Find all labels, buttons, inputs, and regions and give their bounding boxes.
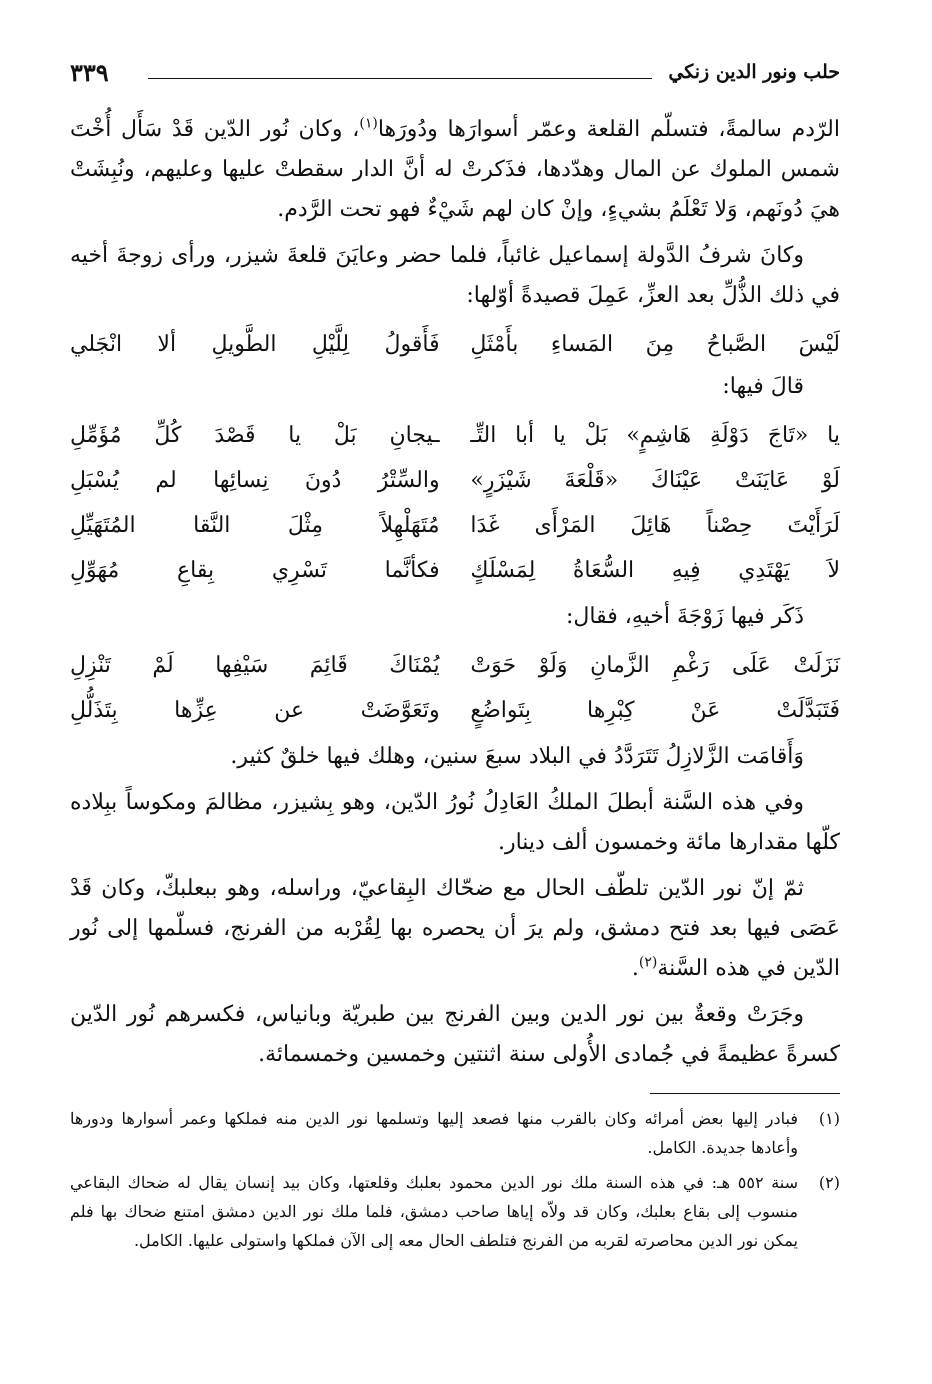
verse-hemistich-right: فَتَبَدَّلَتْ عَنْ كِبْرِها بِتَواضُعٍ	[470, 698, 840, 723]
footnote-separator	[650, 1093, 840, 1094]
verse-hemistich-left: والسِّتْرُ دُونَ نِسائِها لم يُسْبَلِ	[70, 468, 440, 493]
verse-line	[70, 458, 840, 503]
running-title: حلب ونور الدين زنكي	[668, 61, 840, 83]
body-text	[70, 110, 840, 1075]
paragraph-1-text: الرّدم سالمةً، فتسلّم القلعة وعمّر أسوارَها ودُورَها	[377, 117, 840, 142]
paragraph-1-rest: ، وكان نُور الدّين قَدْ سَأَل أُخْتَ شمس الملوك عن المال وهدّدها، فذَكرتْ له أنَّ الدار سقطتْ عليها وعليهم، ونُبِشَتْ هيَ دُونَهم، وَلا تَعْلَمُ بشيءٍ، وإنْ كان لهم شَيْءٌ فهو تحت الرَّدم.	[70, 117, 840, 222]
verse-hemistich-right: نَزَلَتْ عَلَى رَغْمِ الزَّمانِ وَلَوْ حَوَتْ	[470, 653, 840, 678]
footnotes	[70, 1104, 840, 1255]
paragraph-3: وَأَقامَت الزَّلازِلُ تَتَرَدَّدُ في البلاد سبعَ سنين، وهلك فيها خلقٌ كثير.	[230, 744, 804, 769]
verse-hemistich-left: فَأَقولُ لِلَّيْلِ الطَّويلِ ألا انْجَلي	[70, 332, 440, 357]
verse-intro-1: قالَ فيها:	[722, 374, 804, 399]
verse-hemistich-left: وتَعَوَّضَتْ عن عِزِّها بِتَذَلُّلِ	[70, 698, 440, 723]
paragraph-4: وفي هذه السَّنة أبطلَ الملكُ العَادِلُ نُورُ الدّين، وهو بِشيزر، مظالمَ ومكوساً ببِلاده كلّها مقدارها مائة وخمسون ألف دينار.	[70, 790, 840, 855]
page-header	[70, 52, 840, 92]
page-number: ٣٣٩	[70, 57, 109, 87]
footnote-number: (٢)	[818, 1173, 840, 1192]
verse-line	[70, 548, 840, 593]
poem-section-1	[70, 413, 840, 593]
verse-line	[70, 688, 840, 733]
poem-section-2	[70, 643, 840, 733]
verse-line	[70, 413, 840, 458]
paragraph-5	[70, 869, 840, 989]
verse-hemistich-left: ـيجانِ بَلْ يا قَصْدَ كُلِّ مُؤَمِّلِ	[70, 423, 440, 448]
book-page	[70, 52, 840, 1261]
paragraph-5-text: ثمّ إنّ نور الدّين تلطّف الحال مع ضحّاك البِقاعيّ، وراسله، وهو ببعلبكّ، وكان قَدْ عَصَى فيها بعد فتح دمشق، ولم يرَ أن يحصره بها لِقُرْبه من الفرنج، فسلّمها إلى نُور الدّين في هذه السَّنة	[70, 876, 840, 981]
footnote-2	[70, 1168, 840, 1255]
verse-hemistich-right: يا «تَاجَ دَوْلَةِ هَاشِمٍ» بَلْ يا أبا التِّـ	[470, 423, 840, 448]
footnote-text: سنة ٥٥٢ هـ: في هذه السنة ملك نور الدين محمود بعلبك وقلعتها، وكان بيد إنسان يقال له ضحاك البقاعي منسوب إلى بقاع بعلبك، وكان قد ولاّه إياها صاحب دمشق، فلما ملك نور الدين دمشق امتنع ضحاك بها فلم يمكن نور الدين محاصرته لقربه من الفرنج فتلطف الحال معه إلى الآن فملكها واستولى عليها. الكامل.	[70, 1173, 799, 1250]
paragraph-5-end: .	[631, 956, 639, 981]
header-rule	[148, 78, 652, 79]
paragraph-1	[70, 110, 840, 230]
paragraph-6: وجَرَتْ وقعةٌ بين نور الدين وبين الفرنج بين طبريّة وبانياس، فكسرهم نُور الدّين كسرةً عظيمةً في جُمادى الأُولى سنة اثنتين وخمسين وخمسمائة.	[70, 1002, 840, 1067]
verse-hemistich-right: لَيْسَ الصَّباحُ مِنَ المَساءِ بأَمْثَلِ	[470, 332, 840, 357]
verse-line	[70, 322, 840, 367]
verse-intro-2: ذَكَر فيها زَوْجَةَ أخيهِ، فقال:	[565, 604, 804, 629]
verse-hemistich-left: يُمْنَاكَ قَائِمَ سَيْفِها لَمْ تَنْزِلِ	[70, 653, 440, 678]
footnote-marker-1: (١)	[359, 115, 378, 132]
verse-hemistich-right: لَوْ عَايَنَتْ عَيْنَاكَ «قَلْعَةَ شَيْزَرٍ»	[470, 468, 840, 493]
footnote-marker-2: (٢)	[638, 954, 658, 971]
paragraph-2: وكانَ شرفُ الدَّولة إسماعيل غائباً، فلما حضر وعايَنَ قلعةَ شيزر، ورأى زوجةَ أخيه في ذلك الذُّلِّ بعد العزِّ، عَمِلَ قصيدةً أوّلها:	[70, 243, 840, 308]
footnote-1	[70, 1104, 840, 1162]
footnote-text: فبادر إليها بعض أمرائه وكان بالقرب منها فصعد إليها وتسلمها نور الدين منه فملكها وعمر أسوارها ودورها وأعادها جديدة. الكامل.	[70, 1109, 798, 1157]
verse-line	[70, 643, 840, 688]
verse-hemistich-left: مُتَهَلْهِلاً مِثْلَ النَّقا المُتَهَيِّلِ	[70, 513, 440, 538]
verse-hemistich-left: فكأنَّما تَسْرِي بِقاعِ مُهَوِّلِ	[70, 558, 440, 583]
verse-hemistich-right: لاَ يَهْتَدِي فِيهِ السُّعَاةُ لِمَسْلَكٍ	[470, 558, 840, 583]
footnote-number: (١)	[818, 1109, 840, 1128]
verse-hemistich-right: لَرَأَيْتَ حِصْناً هَائِلَ المَرْأَى غَدَا	[470, 513, 840, 538]
verse-line	[70, 503, 840, 548]
